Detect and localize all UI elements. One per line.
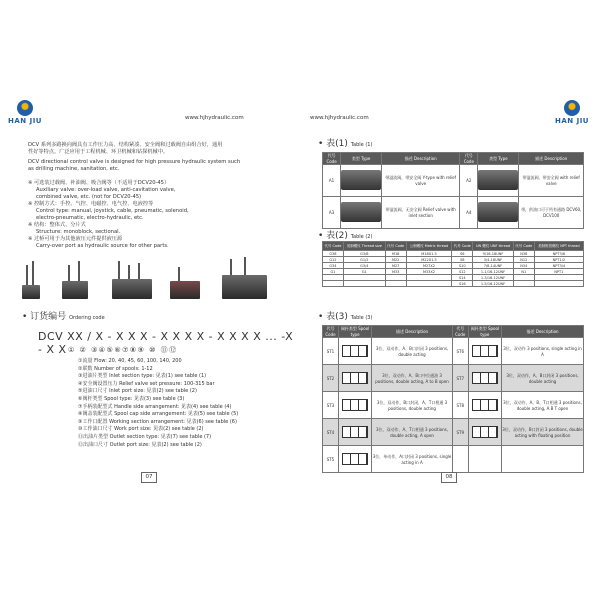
page-number-right: 08 (441, 472, 457, 483)
feature1-en-2: combined valve, etc. (not for DCV20-45) (36, 194, 142, 200)
param-item: ⑤进油口尺寸 Inlet port size: 见表(2) see table (2) (78, 388, 197, 395)
table-row: ST4 3位，双动作，A、T口相通 3 positions, double acting, A open ST9 3位，双动作，B口封闭 3 positions, double acting with floating position (323, 419, 584, 446)
ordering-code-pattern: DCV XX / X - X X X - X X X X - X X X X ... -X - X X (38, 330, 294, 356)
param-item: ⑦手柄装配型式 Handle side arrangement: 见表(4) see table (4) (78, 403, 232, 410)
right-page (300, 100, 600, 500)
table-header-row: 代号 Code 英制螺纹 Thread size 代号 Code 公制螺纹 Metric thread 代号 Code UN 螺纹 UNF thread 代号 Code 美制锥管螺纹 NPT thread (323, 242, 584, 251)
valve-image (478, 170, 518, 190)
param-item: ④安全阀设置压力 Relief valve set pressure: 100-315 bar (78, 380, 215, 387)
feature2-en-2: electro-pneumatic, electro-hydraulic, etc. (36, 215, 144, 221)
table-row: S14 1-3/16-12UNF (323, 275, 584, 281)
brand-name: HAN JIU (8, 117, 42, 125)
ordering-bullet-icon: • (22, 312, 31, 322)
spool-symbol-icon (342, 399, 368, 411)
feature1-cn: ※ 可选装过载阀、补油阀、吸合阀等（不适用于DCV20-45） (28, 180, 170, 186)
param-item: ⑧阀盖装配型式 Spool cap side arrangement: 见表(5) see table (5) (78, 411, 239, 418)
param-item: ⑪出油片类型 Outlet section type: 见表(7) see table (7) (78, 433, 212, 440)
feature2-en: Control type: manual, joystick, cable, pneumatic, solenoid, (36, 208, 189, 214)
valve-product-photos (22, 257, 272, 299)
param-item: ⑩工作油口尺寸 Work port size: 见表(2) see table (2) (78, 426, 204, 433)
ordering-parameters (78, 358, 238, 449)
valve-image (341, 202, 381, 222)
website-url: www.hjhydraulic.com (185, 115, 244, 121)
table-header-row: 代号 Code 类型 Type 描述 Description 代号 Code 类型 Type 描述 Description (323, 153, 584, 165)
spool-symbol-icon (342, 372, 368, 384)
table-row: G38 G3/8 M18 M18X1.5 S6 9/16-18UNF N38 NPT3/8 (323, 251, 584, 257)
logo-icon (564, 100, 580, 116)
ordering-code-numbers: ① ② ③④⑤⑥⑦⑧⑨ ⑩ ⑪⑫ (68, 346, 178, 354)
spool-symbol-icon (342, 426, 368, 438)
left-page (0, 100, 300, 500)
table-row: G12 G1/2 M22 M22X1.5 S8 3/4-16UNF N12 NPT1/2 (323, 257, 584, 263)
intro-cn: DCV 系列多路换向阀具有工作压力高、结构紧凑、安全阀和过载阀自由组合好，通用 (28, 142, 223, 148)
table3-title: • 表(3) Table (3) (318, 312, 373, 322)
table3 (322, 325, 584, 473)
table-bullet-icon: • (318, 231, 327, 241)
catalog-spread (0, 100, 600, 500)
param-item: ⑫出油口尺寸 Outlet port size: 见表(2) see table (2) (78, 441, 202, 448)
table-row: ST1 3位，双动作，A、B口封闭 3 positions, double acting ST6 3位，双动作 3 positions, single acting in A (323, 338, 584, 365)
logo-icon (17, 100, 33, 116)
table-row: ST2 3位，双动作，A、B口中位通油 3 positions, double acting, A to B open ST7 3位，双动作，A、B口封闭 3 positions, double acting (323, 365, 584, 392)
feature3-cn: ※ 结构：整体式、分片式 (28, 222, 86, 228)
table-header-row: 代号 Code 阀杆类型 Spool type 描述 Description 代号 Code 阀杆类型 Spool type 描述 Description (323, 326, 584, 338)
table-row: G1 G1 M33 M33X2 S12 1-1/16-12UNF N1 NPT1 (323, 269, 584, 275)
param-item: ⑨工作口配置 Working section arrangement: 见表(6) see table (6) (78, 418, 237, 425)
param-item: ⑥阀杆类型 Spool type: 见表(3) see table (3) (78, 395, 185, 402)
table2 (322, 241, 584, 287)
param-item: ②联数 Number of spools: 1-12 (78, 365, 153, 372)
spool-symbol-icon (472, 345, 498, 357)
feature3-en: Structure: monoblock, sectional. (36, 229, 121, 235)
hanjiu-logo (5, 100, 45, 130)
table-row: ST3 3位，双动作，B口封闭，A、T口相通 3 positions, double acting ST8 3位，双动作，A、B、T口相通 3 positions, double acting, A B T open (323, 392, 584, 419)
page-number-left: 07 (141, 472, 157, 483)
table1-title: • 表(1) Table (1) (318, 139, 373, 149)
feature2-cn: ※ 控制方式：手控、气控、电磁控、电气控、电液控等 (28, 201, 154, 207)
table-row: A1 带溢流阀，带安全阀 Y-type with relief valve A2 带溢流阀，带安全阀 with relief valve (323, 165, 584, 197)
table-row: A3 带溢流阀，无安全阀 Relief valve with inlet section A4 带，供油口可于所有通路 DCV60, DCV100 (323, 197, 584, 229)
intro-en: DCV directional control valve is designed for high pressure hydraulic system such (28, 159, 241, 165)
param-item: ③进油片类型 Inlet section type: 见表(1) see table (1) (78, 373, 207, 380)
table-row: ST5 3位，单动作，A口封闭 3 positions, single acting in A (323, 446, 584, 473)
table-row: G34 G3/4 M27 M27X2 S10 7/8-14UNF N34 NPT3/4 (323, 263, 584, 269)
valve-image (341, 170, 381, 190)
feature4-cn: ※ 过桥可用于为其他液压元件提供液压源 (28, 236, 123, 242)
table1 (322, 152, 584, 229)
spool-symbol-icon (472, 372, 498, 384)
brand-name: HAN JIU (555, 117, 589, 125)
table-bullet-icon: • (318, 139, 327, 149)
website-url-right: www.hjhydraulic.com (310, 115, 369, 121)
ordering-code-title: • 订货编号 Ordering code (22, 312, 105, 322)
valve-image (478, 202, 518, 222)
spool-symbol-icon (472, 399, 498, 411)
table-bullet-icon: • (318, 312, 327, 322)
intro-cn-2: 性好等特点。广泛应用于工程机械、环卫机械和钻探机械中。 (28, 149, 169, 155)
intro-en-2: as drilling machine, sanitation, etc. (28, 166, 120, 172)
feature1-en: Auxiliary valve: over-load valve, anti-cavitation valve, (36, 187, 176, 193)
table2-title: • 表(2) Table (2) (318, 231, 373, 241)
spool-symbol-icon (472, 426, 498, 438)
spool-symbol-icon (342, 345, 368, 357)
table-row: S16 1-5/16-12UNF (323, 281, 584, 287)
hanjiu-logo-right (552, 100, 592, 130)
spool-symbol-icon (342, 453, 368, 465)
param-item: ①流量 Flow: 20, 40, 45, 60, 100, 140, 200 (78, 358, 182, 364)
feature4-en: Carry-over port as hydraulic source for other parts. (36, 243, 169, 249)
